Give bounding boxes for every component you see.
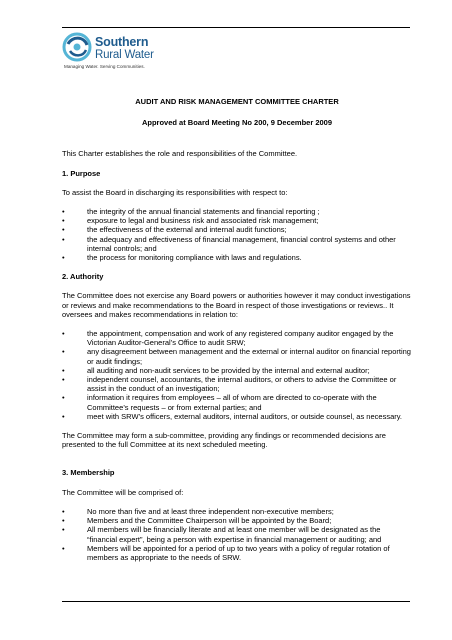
document-body bbox=[62, 97, 412, 562]
document-title: AUDIT AND RISK MANAGEMENT COMMITTEE CHARTER bbox=[135, 97, 339, 106]
list-item: • all auditing and non-audit services to be provided by the internal and external auditor; bbox=[62, 366, 412, 375]
list-item: • the adequacy and effectiveness of financial management, financial control systems and other internal controls; and bbox=[62, 235, 412, 253]
list-item: • independent counsel, accountants, the internal auditors, or others to advise the Committee or assist in the conduct of an investigation; bbox=[62, 375, 412, 393]
authority-list bbox=[62, 329, 412, 421]
list-item: • meet with SRW’s officers, external auditors, internal auditors, or outside counsel, as necessary. bbox=[62, 412, 412, 421]
list-item: • exposure to legal and business risk and associated risk management; bbox=[62, 216, 412, 225]
water-drop-icon bbox=[62, 32, 92, 62]
list-item: • All members will be financially literate and at least one member will be designated as the “financial expert”, being a person with expertise in financial management or auditing; and bbox=[62, 525, 412, 543]
section-heading-membership: 3. Membership bbox=[62, 468, 115, 478]
authority-lead: The Committee does not exercise any Board powers or authorities however it may conduct investigations or reviews and make recommendations to the Board in respect of those investigations or reviews.. It oversees and makes recommendations in relation to: bbox=[62, 291, 411, 319]
purpose-lead: To assist the Board in discharging its responsibilities with respect to: bbox=[62, 187, 288, 197]
logo-tagline: Managing Water. Serving Communities. bbox=[64, 64, 145, 69]
list-item: • information it requires from employees – all of whom are directed to co-operate with the Committee’s requests – or from external parties; and bbox=[62, 393, 412, 411]
intro-paragraph: This Charter establishes the role and responsibilities of the Committee. bbox=[62, 149, 298, 159]
logo-name-line1: Southern bbox=[95, 35, 149, 49]
list-item: • the process for monitoring compliance with laws and regulations. bbox=[62, 253, 412, 262]
list-item: • the integrity of the annual financial statements and financial reporting ; bbox=[62, 207, 412, 216]
section-heading-authority: 2. Authority bbox=[62, 272, 104, 282]
list-item: • Members and the Committee Chairperson will be appointed by the Board; bbox=[62, 516, 412, 525]
list-item: • any disagreement between management and the external or internal auditor on financial reporting or audit findings; bbox=[62, 347, 412, 365]
list-item: • the appointment, compensation and work of any registered company auditor engaged by the Victorian Auditor-General’s Office to audit SRW; bbox=[62, 329, 412, 347]
list-item: • the effectiveness of the external and internal audit functions; bbox=[62, 225, 412, 234]
list-item: • No more than five and at least three independent non-executive members; bbox=[62, 507, 412, 516]
authority-closing: The Committee may form a sub-committee, providing any findings or recommended decisions are presented to the full Committee at its next scheduled meeting. bbox=[62, 431, 386, 450]
purpose-list bbox=[62, 207, 412, 262]
header-rule bbox=[62, 27, 410, 28]
section-heading-purpose: 1. Purpose bbox=[62, 168, 101, 178]
logo-name-line2: Rural Water bbox=[95, 49, 154, 61]
membership-lead: The Committee will be comprised of: bbox=[62, 487, 184, 497]
document-subtitle: Approved at Board Meeting No 200, 9 December 2009 bbox=[141, 118, 333, 128]
company-logo bbox=[62, 30, 202, 76]
list-item: • Members will be appointed for a period of up to two years with a policy of regular rotation of members as appropriate to the needs of SRW. bbox=[62, 544, 412, 562]
footer-rule bbox=[62, 601, 410, 602]
membership-list bbox=[62, 507, 412, 562]
